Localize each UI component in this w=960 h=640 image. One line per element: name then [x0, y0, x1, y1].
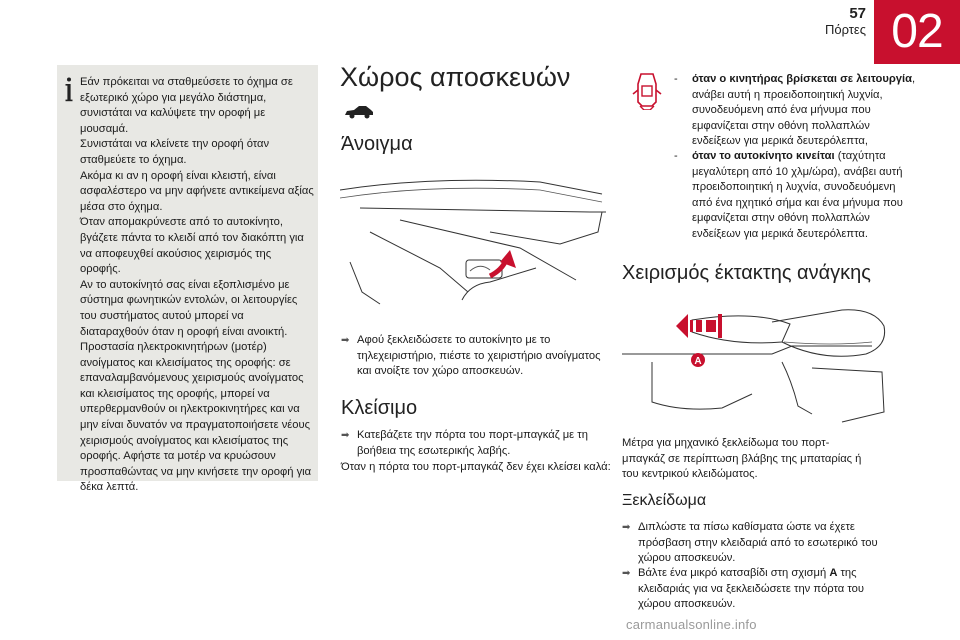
unlock-heading: Ξεκλείδωμα — [622, 492, 707, 509]
emergency-unlock-illustration — [622, 302, 892, 428]
list-dash: - — [674, 150, 678, 162]
page-number: 57 — [849, 5, 866, 22]
warning-detail: , ανάβει αυτή η προειδοποιητική λυχνία, συνοδευόμενη από ένα μήνυμα που εμφανίζεται στην οθόνη πολλαπλών ενδείξεων για μερικά δευτερόλεπτα, — [692, 73, 916, 148]
step-marker-icon: ➡ — [341, 335, 350, 346]
emergency-description: Μέτρα για μηχανικό ξεκλείδωμα του πορτ-μπαγκάζ σε περίπτωση βλάβης της μπαταρίας ή του κεντρικού κλειδώματος. — [622, 437, 862, 481]
step-marker-icon: ➡ — [341, 430, 350, 441]
chapter-badge: 02 — [874, 0, 960, 64]
unlock-step-text: της κλειδαριάς για να ξεκλειδώσετε την πόρτα του χώρου αποσκευών. — [638, 567, 864, 611]
watermark: carmanualsonline.info — [626, 617, 757, 632]
warning-condition: όταν ο κινητήρας βρίσκεται σε λειτουργία — [692, 73, 913, 85]
unlock-step-text: Βάλτε ένα μικρό κατσαβίδι στη σχισμή — [638, 567, 830, 579]
info-text — [80, 75, 314, 496]
opening-heading: Άνοιγμα — [341, 133, 413, 155]
list-dash: - — [674, 73, 678, 85]
section-title: Πόρτες — [824, 22, 866, 37]
step-marker-icon: ➡ — [622, 522, 631, 533]
closing-step — [341, 428, 603, 459]
warning-condition: όταν το αυτοκίνητο κινείται — [692, 150, 835, 162]
opening-step — [341, 333, 603, 380]
emergency-heading: Χειρισμός έκτακτης ανάγκης — [622, 262, 871, 284]
info-paragraph: Όταν απομακρύνεστε από το αυτοκίνητο, βγάζετε πάντα το κλειδί από τον διακόπτη για να αποφευχθεί ακούσιος χειρισμός της οροφής. — [80, 216, 304, 276]
callout-a-label: A — [694, 356, 702, 367]
info-paragraph: Ακόμα κι αν η οροφή είναι κλειστή, είναι ασφαλέστερο να μην αφήνετε αντικείμενα αξίας μέσα στο όχημα. — [80, 169, 314, 213]
unlock-step — [622, 566, 884, 613]
info-paragraph: Εάν πρόκειται να σταθμεύσετε το όχημα σε εξωτερικό χώρο για μεγάλο διάστημα, συνιστάται να καλύψετε την οροφή με μουσαμά. — [80, 76, 293, 135]
unlock-slot-label: A — [829, 567, 838, 579]
warning-item-vehicle-moving — [674, 149, 918, 243]
info-icon — [64, 77, 74, 103]
unlock-step-text: Διπλώστε τα πίσω καθίσματα ώστε να έχετε πρόσβαση στην κλειδαριά από το εσωτερικό του χώρου αποσκευών. — [638, 521, 878, 565]
warning-item-engine-running — [674, 72, 918, 150]
trunk-opening-illustration — [340, 172, 610, 312]
unlock-step — [622, 520, 884, 567]
info-paragraph: Προστασία ηλεκτροκινητήρων (μοτέρ) ανοίγματος και κλεισίματος της οροφής: σε επαναλαμβανόμενους χειρισμούς ανοίγματος και κλεισίματος της οροφής, μπορεί να υπερθερμανθούν οι ηλεκτροκινητήρες και να μην είναι δυνατόν να πραγματοποιήσετε νέους χειρισμούς ανοίγματος και κλεισίματος της οροφής. Αφήστε τα μοτέρ να κρυώσουν προσπαθώντας να μην κινήσετε την οροφή για δέκα λεπτά. — [80, 341, 312, 494]
open-door-warning-icon — [632, 72, 662, 110]
opening-step-text: Αφού ξεκλειδώσετε το αυτοκίνητο με το τηλεχειριστήριο, πιέστε το χειριστήριο ανοίγματος και ανοίξτε τον χώρο αποσκευών. — [357, 334, 601, 378]
warning-detail: (ταχύτητα μεγαλύτερη από 10 χλμ/ώρα), ανάβει αυτή προειδοποιητική η λυχνία, συνοδευόμενη από ένα ηχητικό σήμα και ένα μήνυμα που εμφανίζεται στην οθόνη πολλαπλών ενδείξεων για μερικά δευτερόλεπτα. — [692, 150, 903, 240]
closing-note: Όταν η πόρτα του πορτ-μπαγκάζ δεν έχει κλείσει καλά: — [341, 461, 611, 473]
car-silhouette-icon — [344, 105, 374, 119]
closing-step-text: Κατεβάζετε την πόρτα του πορτ-μπαγκάζ με τη βοήθεια της εσωτερικής λαβής. — [357, 429, 588, 457]
page-title: Χώρος αποσκευών — [340, 62, 571, 92]
step-marker-icon: ➡ — [622, 568, 631, 579]
info-paragraph: Αν το αυτοκίνητό σας είναι εξοπλισμένο με σύστημα φωνητικών εντολών, οι λειτουργίες του συστήματος αυτού μπορεί να διαταραχθούν όταν η οροφή είναι ανοικτή. — [80, 278, 298, 338]
closing-heading: Κλείσιμο — [341, 397, 418, 419]
info-paragraph: Συνιστάται να κλείνετε την οροφή όταν σταθμεύετε το όχημα. — [80, 138, 270, 166]
